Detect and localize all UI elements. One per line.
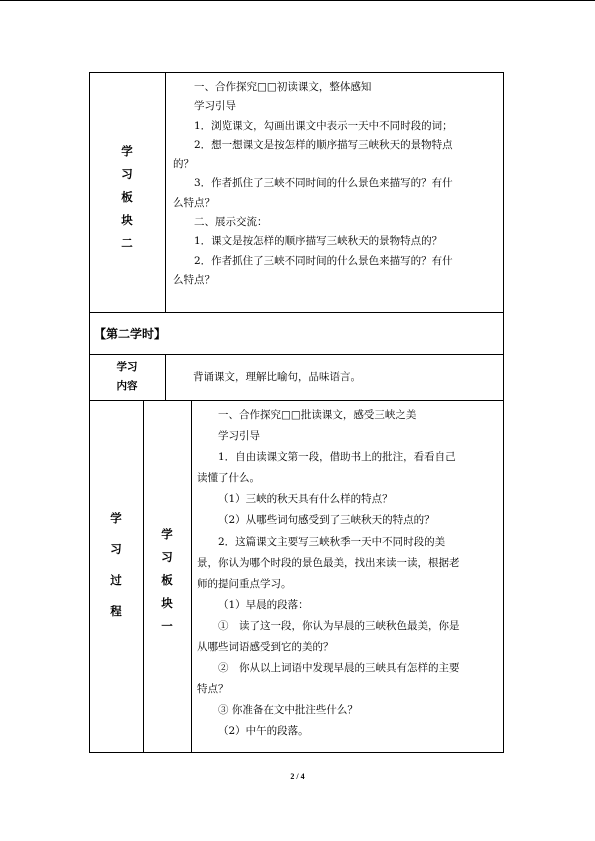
block2-line: 学习引导 <box>194 100 236 113</box>
col-divider <box>165 72 166 312</box>
content-text: 背诵课文，理解比喻句，品味语言。 <box>193 371 361 383</box>
process-outer-char: 过 <box>110 573 122 587</box>
block2-line: 的？ <box>173 158 194 171</box>
process-inner-char: 板 <box>161 573 173 587</box>
process-line: （1）三峡的秋天具有什么样的特点？ <box>218 493 393 506</box>
process-line: ② 你从以上词语中发现早晨的三峡具有怎样的主要 <box>218 662 460 675</box>
col-divider <box>191 400 192 753</box>
process-line: 1．自由读课文第一段，借助书上的批注，看看自己 <box>218 451 456 464</box>
block2-label-char: 习 <box>121 167 133 181</box>
process-outer-char: 学 <box>110 511 122 525</box>
block2-label-char: 二 <box>121 236 133 250</box>
block2-label-char: 板 <box>121 190 133 204</box>
block2-line: 一、合作探究□□初读课文，整体感知 <box>194 81 372 93</box>
content-label <box>89 358 165 396</box>
block2-line: 1．浏览课文，勾画出课文中表示一天中不同时段的词； <box>194 119 453 132</box>
process-line: 特点？ <box>197 683 229 696</box>
process-line: （2）从哪些词句感受到了三峡秋天的特点的？ <box>218 514 435 527</box>
process-outer-char: 程 <box>110 604 122 618</box>
process-inner-char: 学 <box>161 527 173 541</box>
page-number: 2 / 4 <box>290 772 305 781</box>
block2-label-char: 学 <box>121 144 133 158</box>
process-line: 读懂了什么。 <box>197 472 260 485</box>
lesson2-heading: 【第二学时】 <box>94 327 167 341</box>
process-line: 一、合作探究□□批读课文，感受三峡之美 <box>218 409 417 421</box>
block2-content <box>173 78 497 290</box>
block2-line: 2．作者抓住了三峡不同时间的什么景色来描写的？有什 <box>194 254 453 267</box>
page-top-border <box>0 0 595 1</box>
row-divider <box>89 354 504 355</box>
block2-label <box>89 140 165 255</box>
block2-line: 么特点？ <box>173 273 215 286</box>
process-line: 从哪些词语感受到它的美的？ <box>197 641 334 654</box>
process-line: （1）早晨的段落： <box>218 598 309 611</box>
process-line: 2．这篇课文主要写三峡秋季一天中不同时段的美 <box>218 535 446 548</box>
process-line: 师的提问重点学习。 <box>197 577 292 590</box>
process-content <box>197 405 499 743</box>
block2-line: 二、展示交流： <box>194 216 268 229</box>
process-line: ③ 你准备在文中批注些什么？ <box>218 704 358 717</box>
block2-line: 么特点？ <box>173 196 215 209</box>
content-label-line: 内容 <box>116 380 138 392</box>
row-divider <box>89 400 504 401</box>
process-line: 学习引导 <box>218 430 260 443</box>
block2-line: 3．作者抓住了三峡不同时间的什么景色来描写的？有什 <box>194 177 453 190</box>
row-divider <box>89 312 504 313</box>
block2-label-char: 块 <box>121 213 133 227</box>
process-inner-char: 一 <box>161 619 173 633</box>
process-inner-char: 习 <box>161 550 173 564</box>
block2-line: 1．课文是按怎样的顺序描写三峡秋天的景物特点的？ <box>194 235 443 248</box>
process-inner-label <box>143 523 191 638</box>
process-line: ① 读了这一段，你认为早晨的三峡秋色最美，你是 <box>218 619 460 632</box>
col-divider <box>165 354 166 400</box>
process-line: 景，你认为哪个时段的景色最美，找出来读一读，根据老 <box>197 556 460 569</box>
content-label-line: 学习 <box>116 361 138 373</box>
process-outer-char: 习 <box>110 542 122 556</box>
process-outer-label <box>89 503 143 627</box>
block2-line: 2．想一想课文是按怎样的顺序描写三峡秋天的景物特点 <box>194 138 453 151</box>
process-line: （2）中午的段落。 <box>218 725 309 738</box>
process-inner-char: 块 <box>161 596 173 610</box>
